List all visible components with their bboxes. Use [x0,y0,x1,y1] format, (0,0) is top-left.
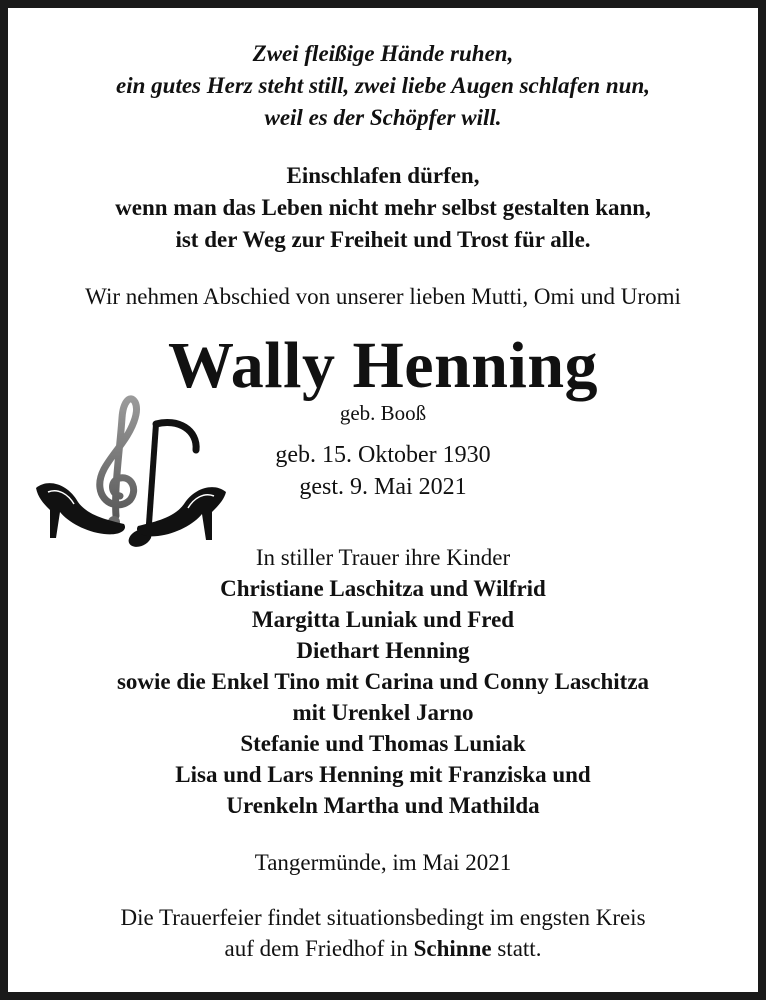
obituary-card [8,8,758,992]
mourner-line: Stefanie und Thomas Luniak [240,731,526,756]
farewell-text: Wir nehmen Abschied von unserer lieben Mutti, Omi und Uromi [85,284,681,309]
funeral-line-1: Die Trauerfeier findet situationsbedingt im engsten Kreis [120,905,646,930]
funeral-text-end: statt. [491,936,542,961]
place-date: Tangermünde, im Mai 2021 [254,850,512,875]
birth-date: geb. 15. Oktober 1930 [275,442,491,468]
funeral-text: auf dem Friedhof in [224,936,414,961]
mourner-line: Urenkeln Martha und Mathilda [226,793,540,818]
poem-1-line: Zwei fleißige Hände ruhen, [252,41,514,66]
funeral-place: Schinne [413,936,492,961]
funeral-line-2 [8,933,758,964]
death-date: gest. 9. Mai 2021 [299,474,467,500]
poem-2-line: wenn man das Leben nicht mehr selbst gestalten kann, [115,195,651,220]
mourners-intro: In stiller Trauer ihre Kinder [255,545,511,570]
mourner-line: Christiane Laschitza und Wilfrid [220,576,546,601]
mourner-line: Lisa und Lars Henning mit Franziska und [175,762,591,787]
poem-2-line: ist der Weg zur Freiheit und Trost für alle. [175,227,591,252]
poem-2-line: Einschlafen dürfen, [286,163,480,188]
mourner-line: Diethart Henning [296,638,470,663]
mourner-line: mit Urenkel Jarno [292,700,474,725]
mourner-line: sowie die Enkel Tino mit Carina und Conny Laschitza [116,669,650,694]
poem-1-line: weil es der Schöpfer will. [264,105,502,130]
birth-name: geb. Booß [339,401,427,425]
mourner-line: Margitta Luniak und Fred [251,607,515,632]
music-note-dance-shoes-icon [28,388,233,553]
poem-1-line: ein gutes Herz steht still, zwei liebe Augen schlafen nun, [116,73,650,98]
deceased-name: Wally Henning [167,329,599,402]
